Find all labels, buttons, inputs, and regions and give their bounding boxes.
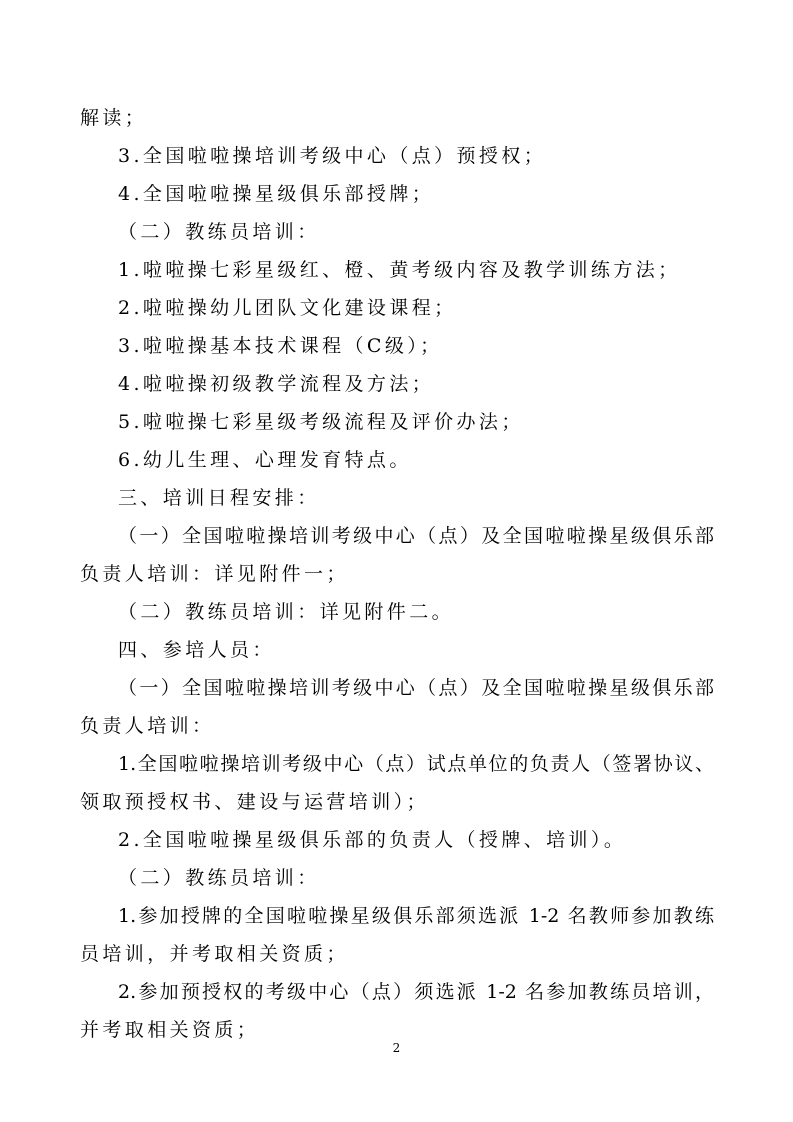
text-line: 解读； xyxy=(80,107,148,129)
page-number: 2 xyxy=(392,1041,401,1055)
text-line: 1.参加授牌的全国啦啦操星级俱乐部须选派 1-2 名教师参加教练 xyxy=(118,905,714,927)
text-line: （一）全国啦啦操培训考级中心（点）及全国啦啦操星级俱乐部 xyxy=(118,525,714,547)
text-line: 员培训，并考取相关资质； xyxy=(80,943,349,965)
text-line: 2.参加预授权的考级中心（点）须选派 1-2 名参加教练员培训， xyxy=(118,981,714,1003)
text-line: 负责人培训： xyxy=(80,715,215,737)
text-line: （二）教练员培训： xyxy=(118,867,320,889)
text-line: 3.啦啦操基本技术课程（C级）； xyxy=(118,335,443,357)
text-line: 1.啦啦操七彩星级红、橙、黄考级内容及教学训练方法； xyxy=(118,259,681,281)
text-line: 2.啦啦操幼儿团队文化建设课程； xyxy=(118,297,457,319)
text-line: 3.全国啦啦操培训考级中心（点）预授权； xyxy=(118,145,547,167)
text-line: 领取预授权书、建设与运营培训）； xyxy=(80,791,429,813)
text-line: （一）全国啦啦操培训考级中心（点）及全国啦啦操星级俱乐部 xyxy=(118,677,714,699)
text-line: 1.全国啦啦操培训考级中心（点）试点单位的负责人（签署协议、 xyxy=(118,753,714,775)
text-line: （二）教练员培训：详见附件二。 xyxy=(118,601,455,623)
text-line: 四、参培人员： xyxy=(118,639,275,661)
text-line: 6.幼儿生理、心理发育特点。 xyxy=(118,449,412,471)
text-line: 4.全国啦啦操星级俱乐部授牌； xyxy=(118,183,435,205)
text-line: 并考取相关资质； xyxy=(80,1019,260,1041)
text-line: 2.全国啦啦操星级俱乐部的负责人（授牌、培训）。 xyxy=(118,829,627,851)
text-line: 负责人培训：详见附件一； xyxy=(80,563,349,585)
text-line: （二）教练员培训： xyxy=(118,221,320,243)
text-line: 三、培训日程安排： xyxy=(118,487,320,509)
text-line: 5.啦啦操七彩星级考级流程及评价办法； xyxy=(118,411,524,433)
text-line: 4.啦啦操初级教学流程及方法； xyxy=(118,373,435,395)
